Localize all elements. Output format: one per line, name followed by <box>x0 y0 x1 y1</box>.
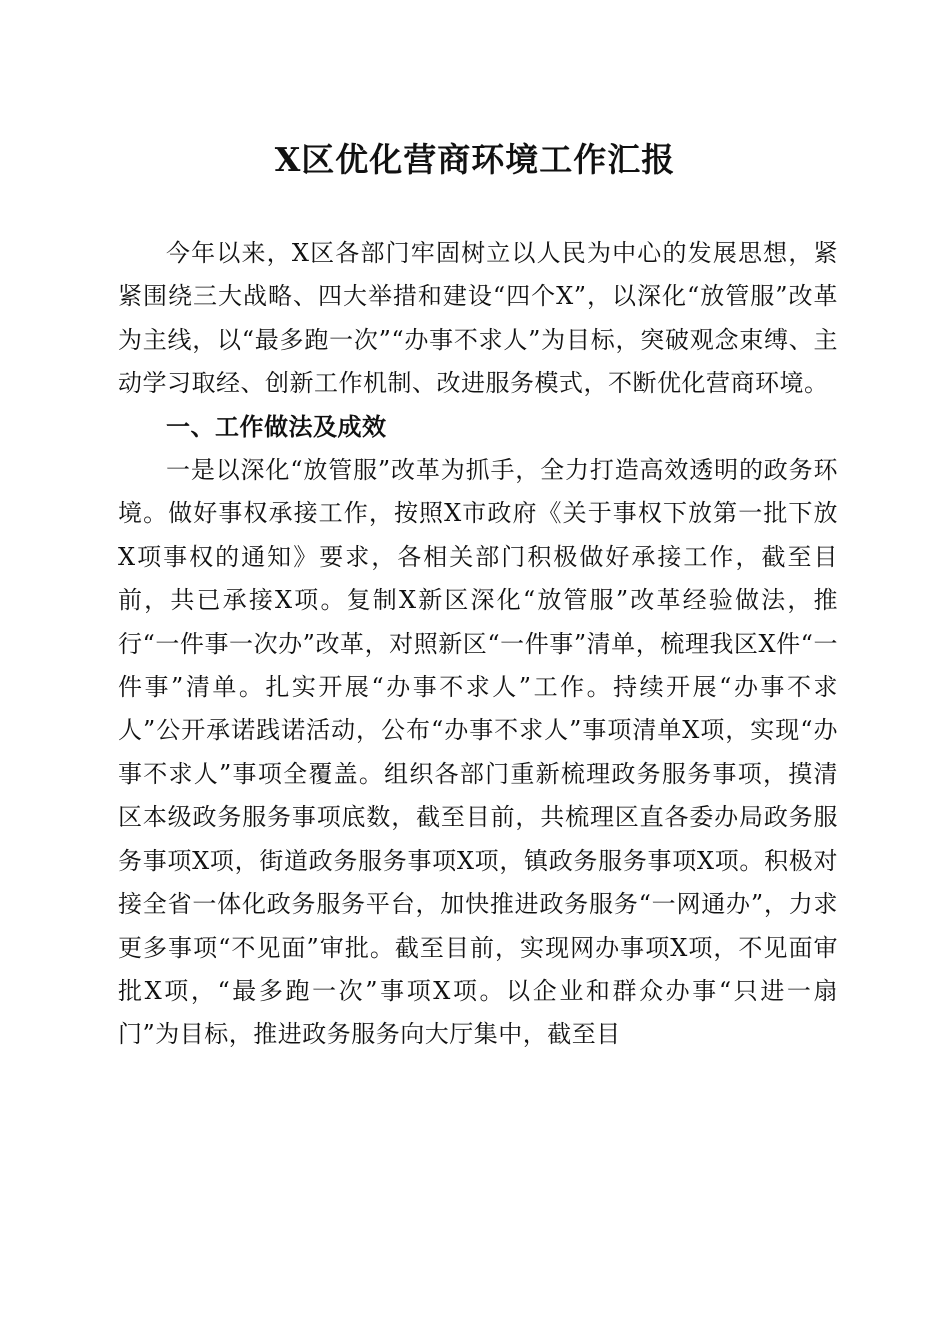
section-heading: 一、工作做法及成效 <box>166 412 387 441</box>
section-paragraph: 一是以深化“放管服”改革为抓手，全力打造高效透明的政务环境。做好事权承接工作，按照X市政府《关于事权下放第一批下放X项事权的通知》要求，各相关部门积极做好承接工作，截至目前，共已承接X项。复制X新区深化“放管服”改革经验做法，推行“一件事一次办”改革，对照新区“一件事”清单，梳理我区X件“一件事”清单。扎实开展“办事不求人”工作。持续开展“办事不求人”公开承诺践诺活动，公布“办事不求人”事项清单X项，实现“办事不求人”事项全覆盖。组织各部门重新梳理政务服务事项，摸清区本级政务服务事项底数，截至目前，共梳理区直各委办局政务服务事项X项，街道政务服务事项X项，镇政务服务事项X项。积极对接全省一体化政务服务平台，加快推进政务服务“一网通办”，力求更多事项“不见面”审批。截至目前，实现网办事项X项，不见面审批X项，“最多跑一次”事项X项。以企业和群众办事“只进一扇门”为目标，推进政务服务向大厅集中，截至目 <box>118 456 838 1049</box>
document-body <box>118 232 838 1057</box>
intro-paragraph: 今年以来，X区各部门牢固树立以人民为中心的发展思想，紧紧围绕三大战略、四大举措和建设“四个X”，以深化“放管服”改革为主线，以“最多跑一次”“办事不求人”为目标，突破观念束缚、主动学习取经、创新工作机制、改进服务模式，不断优化营商环境。 <box>118 239 838 398</box>
document-title: X区优化营商环境工作汇报 <box>274 140 676 179</box>
